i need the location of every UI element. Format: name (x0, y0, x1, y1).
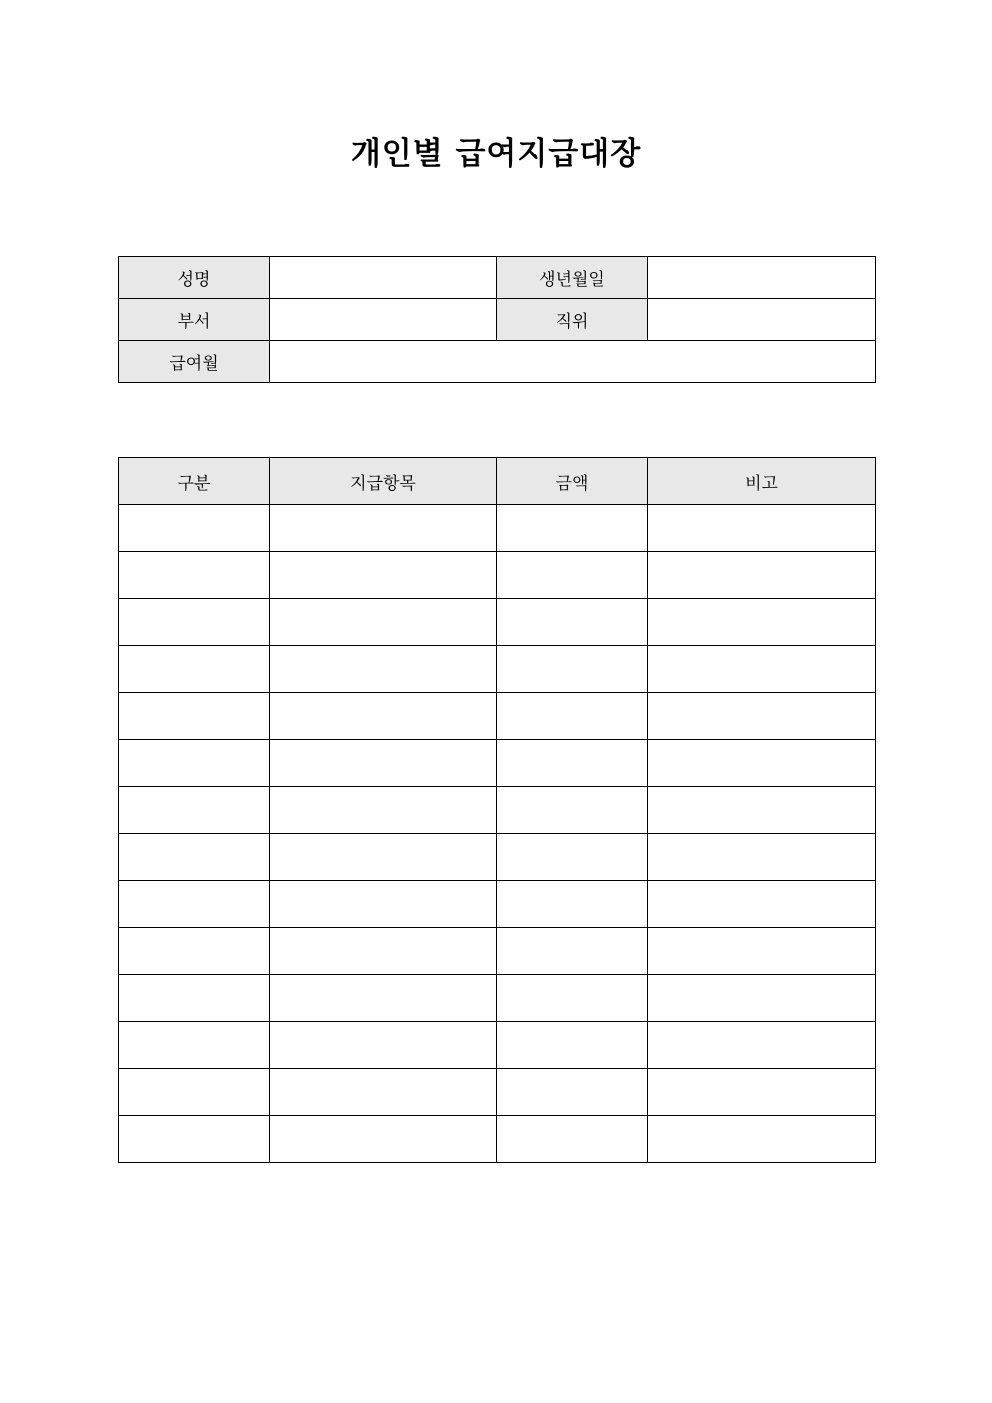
payment-item-cell[interactable] (270, 552, 497, 599)
category-cell[interactable] (119, 693, 270, 740)
position-label: 직위 (497, 299, 648, 341)
column-header-remarks: 비고 (648, 458, 876, 505)
pay-month-field[interactable] (270, 341, 876, 383)
amount-cell[interactable] (497, 975, 648, 1022)
column-header-amount: 금액 (497, 458, 648, 505)
column-header-payment-item: 지급항목 (270, 458, 497, 505)
remarks-cell[interactable] (648, 552, 876, 599)
table-row (119, 740, 876, 787)
remarks-cell[interactable] (648, 1116, 876, 1163)
category-cell[interactable] (119, 599, 270, 646)
amount-cell[interactable] (497, 1116, 648, 1163)
payment-item-cell[interactable] (270, 646, 497, 693)
amount-cell[interactable] (497, 693, 648, 740)
remarks-cell[interactable] (648, 834, 876, 881)
amount-cell[interactable] (497, 552, 648, 599)
table-row (119, 552, 876, 599)
remarks-cell[interactable] (648, 740, 876, 787)
category-cell[interactable] (119, 646, 270, 693)
category-cell[interactable] (119, 1022, 270, 1069)
table-row (119, 599, 876, 646)
column-header-category: 구분 (119, 458, 270, 505)
remarks-cell[interactable] (648, 1069, 876, 1116)
category-cell[interactable] (119, 834, 270, 881)
payment-item-cell[interactable] (270, 1022, 497, 1069)
info-row (119, 299, 876, 341)
birth-date-label: 생년월일 (497, 257, 648, 299)
payment-item-cell[interactable] (270, 693, 497, 740)
remarks-cell[interactable] (648, 599, 876, 646)
table-row (119, 505, 876, 552)
amount-cell[interactable] (497, 1069, 648, 1116)
table-row (119, 834, 876, 881)
table-row (119, 975, 876, 1022)
amount-cell[interactable] (497, 505, 648, 552)
amount-cell[interactable] (497, 646, 648, 693)
payment-item-cell[interactable] (270, 740, 497, 787)
remarks-cell[interactable] (648, 1022, 876, 1069)
payment-item-cell[interactable] (270, 1116, 497, 1163)
remarks-cell[interactable] (648, 928, 876, 975)
payment-item-cell[interactable] (270, 881, 497, 928)
category-cell[interactable] (119, 928, 270, 975)
name-field[interactable] (270, 257, 497, 299)
department-field[interactable] (270, 299, 497, 341)
remarks-cell[interactable] (648, 693, 876, 740)
category-cell[interactable] (119, 505, 270, 552)
amount-cell[interactable] (497, 1022, 648, 1069)
info-row (119, 257, 876, 299)
table-row (119, 1069, 876, 1116)
table-header-row (119, 458, 876, 505)
category-cell[interactable] (119, 1069, 270, 1116)
position-field[interactable] (648, 299, 876, 341)
remarks-cell[interactable] (648, 787, 876, 834)
amount-cell[interactable] (497, 599, 648, 646)
amount-cell[interactable] (497, 834, 648, 881)
name-label: 성명 (119, 257, 270, 299)
category-cell[interactable] (119, 740, 270, 787)
remarks-cell[interactable] (648, 505, 876, 552)
payment-item-cell[interactable] (270, 834, 497, 881)
payment-items-table (118, 457, 876, 1163)
category-cell[interactable] (119, 975, 270, 1022)
payment-item-cell[interactable] (270, 975, 497, 1022)
amount-cell[interactable] (497, 740, 648, 787)
remarks-cell[interactable] (648, 881, 876, 928)
table-row (119, 1116, 876, 1163)
amount-cell[interactable] (497, 881, 648, 928)
department-label: 부서 (119, 299, 270, 341)
payment-item-cell[interactable] (270, 928, 497, 975)
amount-cell[interactable] (497, 787, 648, 834)
items-body (119, 505, 876, 1163)
category-cell[interactable] (119, 552, 270, 599)
payment-item-cell[interactable] (270, 787, 497, 834)
table-row (119, 928, 876, 975)
payment-item-cell[interactable] (270, 599, 497, 646)
remarks-cell[interactable] (648, 975, 876, 1022)
amount-cell[interactable] (497, 928, 648, 975)
document-title: 개인별 급여지급대장 (350, 136, 642, 172)
pay-month-label: 급여월 (119, 341, 270, 383)
table-row (119, 693, 876, 740)
payment-item-cell[interactable] (270, 1069, 497, 1116)
table-row (119, 787, 876, 834)
table-row (119, 881, 876, 928)
remarks-cell[interactable] (648, 646, 876, 693)
payment-item-cell[interactable] (270, 505, 497, 552)
category-cell[interactable] (119, 881, 270, 928)
employee-info-table (118, 256, 876, 383)
birth-date-field[interactable] (648, 257, 876, 299)
category-cell[interactable] (119, 1116, 270, 1163)
info-row (119, 341, 876, 383)
table-row (119, 646, 876, 693)
category-cell[interactable] (119, 787, 270, 834)
table-row (119, 1022, 876, 1069)
